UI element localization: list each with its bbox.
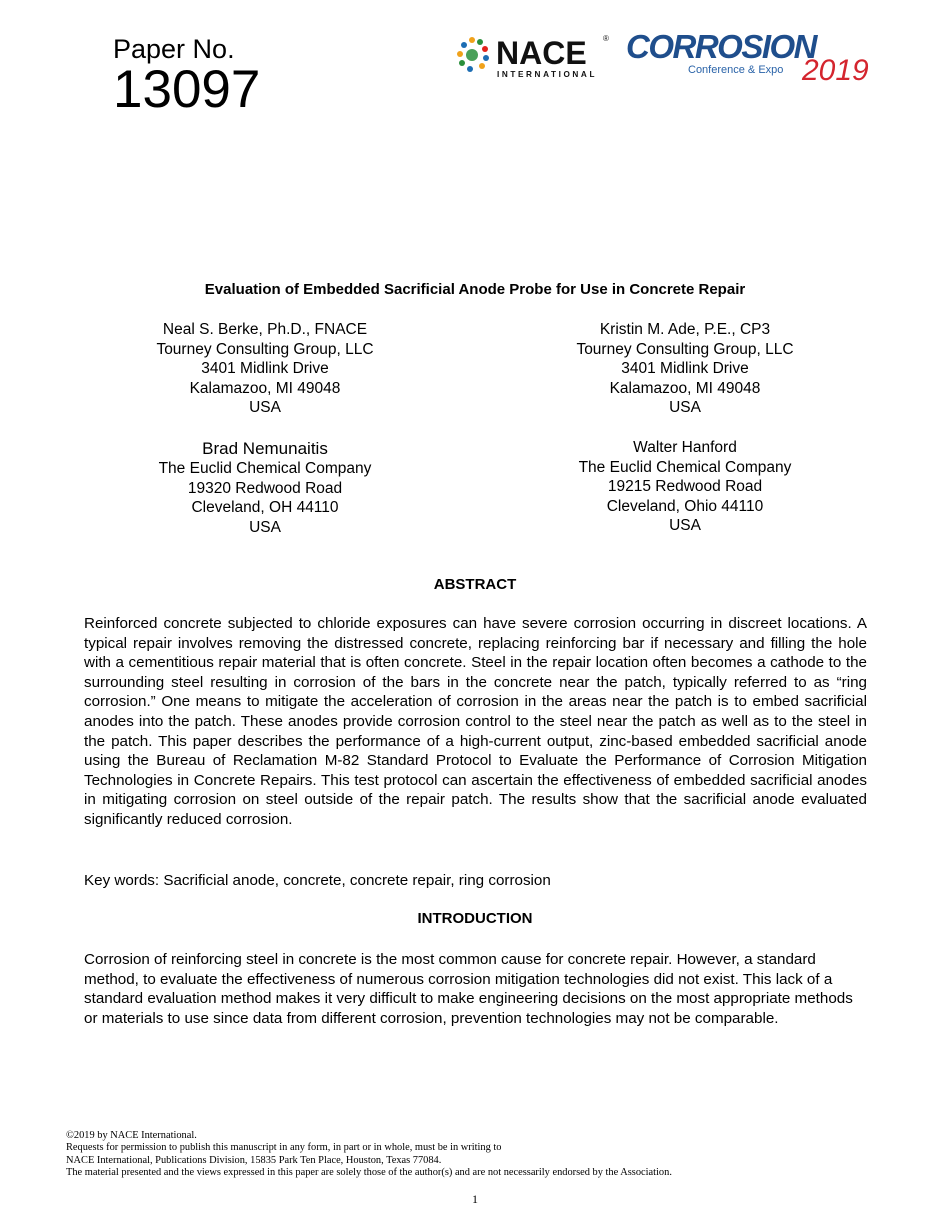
author-street: 19215 Redwood Road bbox=[607, 478, 763, 496]
nace-subtitle: INTERNATIONAL bbox=[497, 70, 598, 79]
nace-registered-mark: ® bbox=[603, 34, 609, 43]
footer bbox=[66, 1130, 886, 1180]
conference-logos bbox=[452, 28, 892, 88]
author-city: Kalamazoo, MI 49048 bbox=[609, 379, 761, 397]
author-street: 3401 Midlink Drive bbox=[621, 360, 749, 378]
corrosion-year: 2019 bbox=[802, 54, 869, 87]
abstract-text: Reinforced concrete subjected to chloride exposures can have severe corrosion occurring in discreet locations. A typical repair involves removing the distressed concrete, replacing reinforcing bar if necessary and filling the hole with a cementitious repair material that is often concrete. Steel in the repair location often becomes a cathode to the surrounding steel resulting in corrosion of the bars in the concrete near the patch, typically referred to as “ring corrosion.” One means to mitigate the acceleration of corrosion in the areas near the patch is to embed sacrificial anodes into the patch. These anodes provide corrosion control to the steel near the patch as well as to the steel in the patch. This paper describes the performance of a high-current output, zinc-based embedded sacrificial anode using the Bureau of Reclamation M-82 Standard Protocol to Evaluate the Performance of Corrosion Mitigation Technologies in Concrete Repairs. This test protocol can ascertain the effectiveness of embedded sacrificial anodes in mitigating corrosion on steel outside of the repair patch. The results show that the sacrificial anode evaluated significantly reduced corrosion. bbox=[84, 615, 867, 828]
author-name: Brad Nemunaitis bbox=[202, 439, 328, 458]
corrosion-tagline: Conference & Expo bbox=[688, 64, 784, 76]
footer-permission: Requests for permission to publish this manuscript in any form, in part or in whole, must be in writing to bbox=[66, 1142, 502, 1154]
author-org: Tourney Consulting Group, LLC bbox=[576, 340, 794, 358]
introduction-heading: INTRODUCTION bbox=[417, 910, 533, 927]
corrosion-wordmark: CORROSION bbox=[626, 28, 817, 65]
author-street: 3401 Midlink Drive bbox=[201, 360, 329, 378]
author-block bbox=[550, 438, 820, 536]
paper-number-block bbox=[113, 34, 261, 119]
author-country: USA bbox=[669, 399, 701, 417]
author-block bbox=[130, 438, 400, 537]
introduction-text: Corrosion of reinforcing steel in concrete is the most common cause for concrete repair. However, a standard method, to evaluate the effectiveness of numerous corrosion mitigation technologies did not exist. This lack of a standard evaluation method makes it very difficult to make engineering decisions on the most appropriate methods or materials to use since data from different corrosion, prevention technologies may not be comparable. bbox=[84, 951, 853, 1027]
nace-globe-icon bbox=[457, 37, 489, 72]
nace-logo bbox=[457, 34, 609, 79]
corrosion-logo bbox=[626, 28, 869, 87]
author-city: Kalamazoo, MI 49048 bbox=[189, 379, 341, 397]
author-org: The Euclid Chemical Company bbox=[158, 460, 372, 477]
author-city: Cleveland, OH 44110 bbox=[191, 499, 339, 517]
keywords: Key words: Sacrificial anode, concrete, concrete repair, ring corrosion bbox=[84, 872, 551, 889]
paper-number-label: Paper No. bbox=[113, 34, 235, 64]
paper-title: Evaluation of Embedded Sacrificial Anode Probe for Use in Concrete Repair bbox=[204, 281, 746, 298]
author-name: Walter Hanford bbox=[633, 439, 737, 456]
author-name: Kristin M. Ade, P.E., CP3 bbox=[599, 321, 771, 338]
footer-disclaimer: The material presented and the views expressed in this paper are solely those of the author(s) and are not necessarily endorsed by the Association. bbox=[66, 1167, 672, 1179]
author-block bbox=[130, 320, 400, 418]
abstract-heading: ABSTRACT bbox=[433, 576, 517, 593]
footer-address: NACE International, Publications Division, 15835 Park Ten Place, Houston, Texas 77084. bbox=[66, 1154, 442, 1166]
nace-wordmark: NACE bbox=[496, 35, 587, 71]
author-org: Tourney Consulting Group, LLC bbox=[156, 340, 374, 358]
author-country: USA bbox=[249, 518, 281, 536]
author-block bbox=[550, 320, 820, 418]
author-city: Cleveland, Ohio 44110 bbox=[606, 497, 764, 515]
author-name: Neal S. Berke, Ph.D., FNACE bbox=[162, 321, 368, 338]
author-org: The Euclid Chemical Company bbox=[578, 458, 792, 476]
page-number: 1 bbox=[472, 1192, 478, 1206]
paper-number: 13097 bbox=[113, 60, 261, 119]
footer-copyright: ©2019 by NACE International. bbox=[66, 1130, 197, 1141]
author-country: USA bbox=[249, 399, 281, 417]
author-country: USA bbox=[669, 517, 701, 535]
author-street: 19320 Redwood Road bbox=[187, 479, 343, 497]
